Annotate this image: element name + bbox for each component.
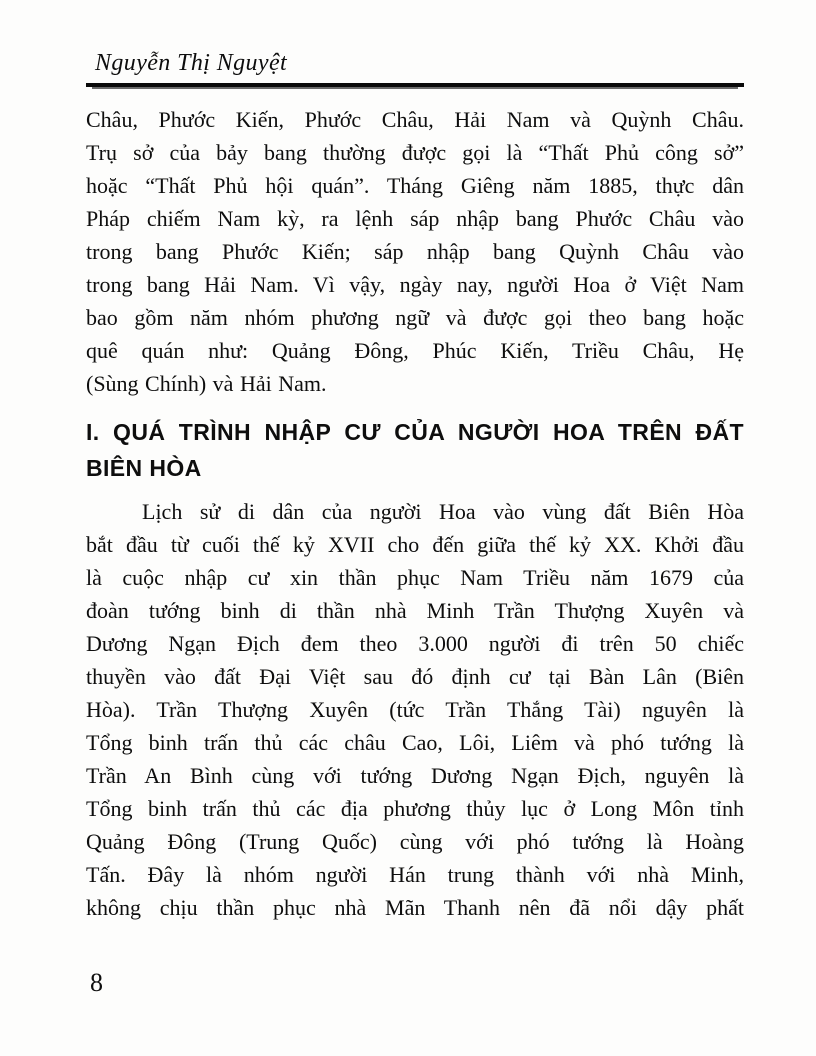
body-line: (Sùng Chính) và Hải Nam. [86,371,327,396]
body-line: đoàn tướng binh di thần nhà Minh Trần Thượng Xuyên và [86,598,744,623]
body-line: bắt đầu từ cuối thế kỷ XVII cho đến giữa thế kỷ XX. Khởi đầu [86,532,744,557]
page-number: 8 [90,968,103,997]
section-heading-line: BIÊN HÒA [86,455,202,481]
body-line: Lịch sử di dân của người Hoa vào vùng đất Biên Hòa [142,499,744,524]
body-line: quê quán như: Quảng Đông, Phúc Kiến, Triều Châu, Hẹ [86,338,744,363]
paragraph-1 [86,103,744,400]
running-header-author: Nguyễn Thị Nguyệt [95,50,288,76]
body-line: Tổng binh trấn thủ các châu Cao, Lôi, Liêm và phó tướng là [86,730,744,755]
section-heading [86,414,744,486]
body-line: Tấn. Đây là nhóm người Hán trung thành với nhà Minh, [86,862,744,887]
paragraph-2 [86,495,744,924]
body-line: Pháp chiếm Nam kỳ, ra lệnh sáp nhập bang Phước Châu vào [86,206,744,231]
body-line: Tổng binh trấn thủ các địa phương thủy lục ở Long Môn tỉnh [86,796,744,821]
body-line: bao gồm năm nhóm phương ngữ và được gọi theo bang hoặc [86,305,744,330]
page-content [86,50,744,998]
body-line: hoặc “Thất Phủ hội quán”. Tháng Giêng năm 1885, thực dân [86,173,744,198]
body-line: trong bang Hải Nam. Vì vậy, ngày nay, người Hoa ở Việt Nam [86,272,744,297]
body-line: là cuộc nhập cư xin thần phục Nam Triều năm 1679 của [86,565,744,590]
body-line: không chịu thần phục nhà Mãn Thanh nên đã nổi dậy phất [86,895,744,920]
body-line: thuyền vào đất Đại Việt sau đó định cư tại Bàn Lân (Biên [86,664,744,689]
running-header [86,50,744,87]
body-line: Trần An Bình cùng với tướng Dương Ngạn Địch, nguyên là [86,763,744,788]
body-line: Trụ sở của bảy bang thường được gọi là “Thất Phủ công sở” [86,140,744,165]
body-line: trong bang Phước Kiến; sáp nhập bang Quỳnh Châu vào [86,239,744,264]
body-line: Quảng Đông (Trung Quốc) cùng với phó tướng là Hoàng [86,829,744,854]
body-line: Hòa). Trần Thượng Xuyên (tức Trần Thắng Tài) nguyên là [86,697,744,722]
body-line: Châu, Phước Kiến, Phước Châu, Hải Nam và Quỳnh Châu. [86,107,744,132]
section-heading-line: I. QUÁ TRÌNH NHẬP CƯ CỦA NGƯỜI HOA TRÊN ĐẤT [86,419,744,445]
body-line: Dương Ngạn Địch đem theo 3.000 người đi trên 50 chiếc [86,631,744,656]
